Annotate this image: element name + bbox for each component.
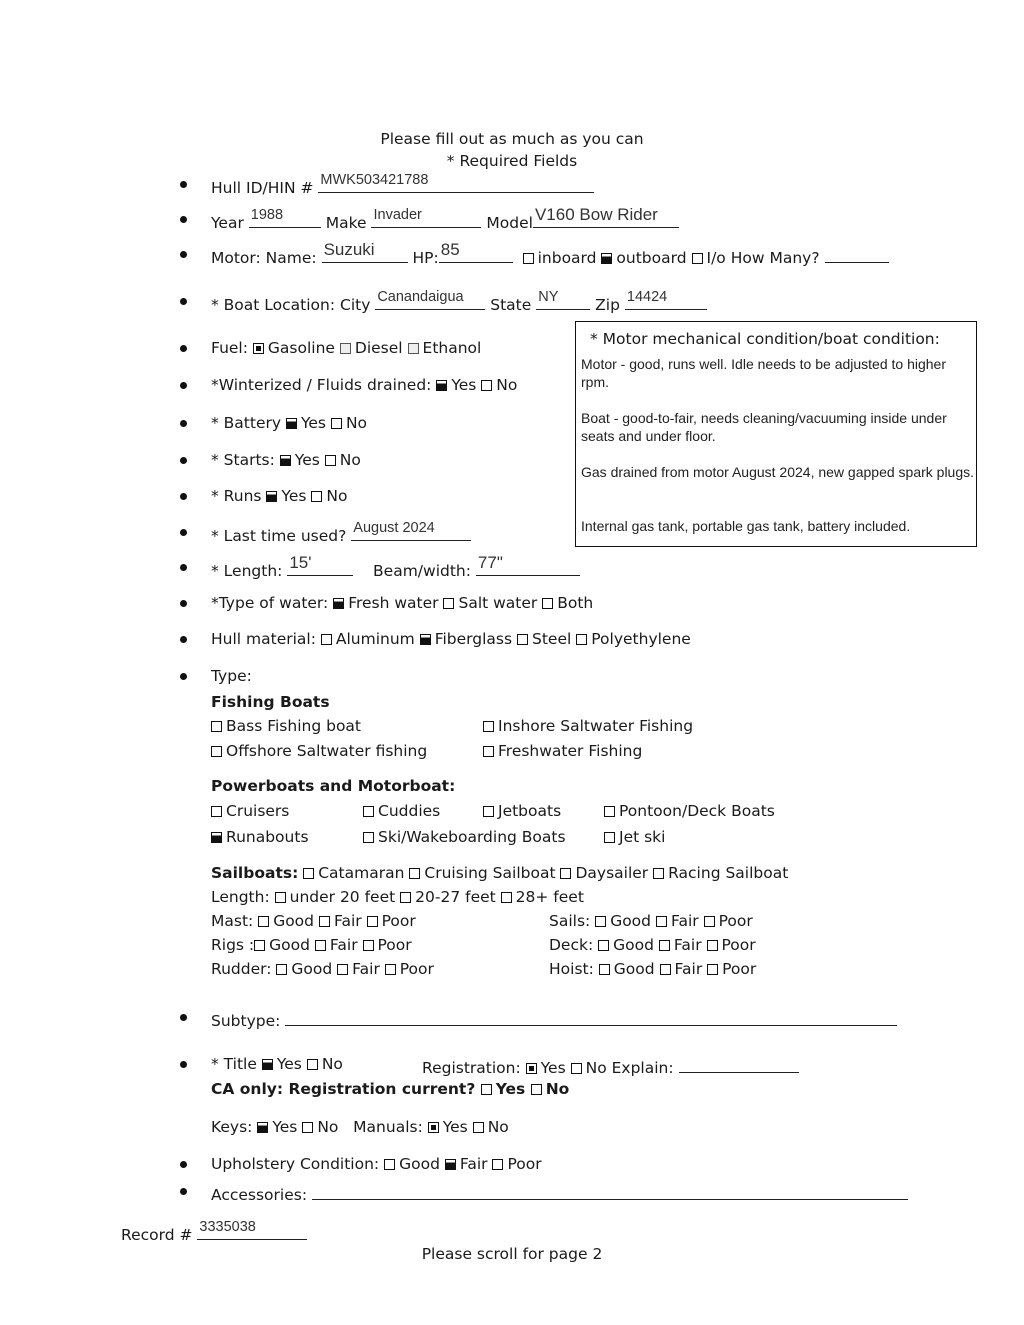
checkbox[interactable] [501,892,512,903]
both-water-checkbox[interactable] [542,598,553,609]
checkbox[interactable] [483,721,494,732]
powerboats-heading: Powerboats and Motorboat: [211,777,456,795]
hoist-row [549,959,756,979]
model-label: Model [486,214,533,232]
keys-yes-label: Yes [272,1118,298,1136]
bullet [180,529,187,536]
starts-no-checkbox[interactable] [325,455,336,466]
checkbox[interactable] [599,964,610,975]
length-field[interactable]: 15' [287,557,353,576]
sail-length-row [211,887,584,907]
last-used-label: * Last time used? [211,527,347,545]
hull-id-row [211,174,594,198]
water-row [211,593,593,613]
manuals-yes-checkbox[interactable] [428,1122,439,1133]
accessories-row [211,1181,908,1205]
cruising-sailboat-checkbox[interactable] [409,868,420,879]
power-option[interactable] [211,827,309,847]
option-label: Cuddies [378,802,441,820]
inboard-label: inboard [537,249,597,267]
checkbox[interactable] [604,806,615,817]
fishing-option[interactable] [483,716,693,736]
starts-yes-checkbox[interactable] [280,455,291,466]
rudder-row [211,959,434,979]
bullet [180,673,187,680]
checkbox[interactable] [363,806,374,817]
header-line-1: Please fill out as much as you can [380,130,644,148]
water-label: *Type of water: [211,594,329,612]
catamaran-checkbox[interactable] [303,868,314,879]
subtype-label: Subtype: [211,1012,281,1030]
checkbox[interactable] [276,964,287,975]
bullet [180,420,187,427]
battery-no-label: No [345,414,368,432]
checkbox[interactable] [604,832,615,843]
keys-manuals-row [211,1117,509,1137]
hull-material-row [211,629,691,649]
checkbox[interactable] [367,916,378,927]
power-option[interactable] [604,827,665,847]
battery-no-checkbox[interactable] [331,418,342,429]
winterized-no-checkbox[interactable] [481,380,492,391]
option-label: Good [291,960,333,978]
winterized-label: *Winterized / Fluids drained: [211,376,432,394]
option-label: Jetboats [498,802,562,820]
option-label: Jet ski [619,828,666,846]
checkbox[interactable] [707,940,718,951]
motor-name-label: Motor: Name: [211,249,317,267]
hp-field[interactable]: 85 [439,244,513,263]
option-label: Cruising Sailboat [424,864,556,882]
upholstery-good-checkbox[interactable] [384,1159,395,1170]
beam-label: Beam/width: [373,562,471,580]
checkbox[interactable] [363,940,374,951]
last-used-row [211,522,471,546]
manuals-label: Manuals: [353,1118,423,1136]
runs-row [211,486,347,506]
sails-row [549,911,753,931]
state-label: State [490,296,532,314]
bullet [180,636,187,643]
accessories-field[interactable] [312,1181,908,1200]
hoist-label: Hoist: [549,960,594,978]
fuel-row [211,338,481,358]
mast-label: Mast: [211,912,254,930]
starts-label: * Starts: [211,451,275,469]
bullet [180,1014,187,1021]
battery-yes-label: Yes [300,414,327,432]
checkbox[interactable] [660,964,671,975]
ca-no-checkbox[interactable] [531,1084,542,1095]
how-many-field[interactable] [825,244,889,263]
title-row [211,1054,343,1074]
registration-label: Registration: [422,1059,521,1077]
keys-yes-checkbox[interactable] [257,1122,268,1133]
checkbox[interactable] [254,940,265,951]
option-label: Fair [329,936,358,954]
ca-no-label: No [545,1080,570,1098]
option-label: Fair [674,960,703,978]
option-label: Fair [333,912,362,930]
outboard-label: outboard [616,249,687,267]
winterized-yes-label: Yes [451,376,477,394]
deck-row [549,935,756,955]
option-label: Poor [381,912,416,930]
condition-notes-title: * Motor mechanical condition/boat condition: [590,330,940,348]
checkbox[interactable] [483,806,494,817]
manuals-yes-label: Yes [442,1118,468,1136]
year-field[interactable]: 1988 [249,209,321,228]
option-label: Ski/Wakeboarding Boats [378,828,566,846]
last-used-field[interactable]: August 2024 [351,522,471,541]
option-label: Fair [670,912,699,930]
ethanol-label: Ethanol [422,339,482,357]
sailboats-heading: Sailboats: [211,864,299,882]
power-option[interactable] [483,801,561,821]
option-label: Fair [352,960,380,978]
checkbox[interactable] [258,916,269,927]
upholstery-fair-checkbox[interactable] [445,1159,456,1170]
hull-id-field[interactable]: MWK503421788 [318,174,594,193]
racing-sailboat-checkbox[interactable] [653,868,664,879]
upholstery-poor-checkbox[interactable] [492,1159,503,1170]
rigs-row [211,935,412,955]
motor-row [211,240,889,268]
ca-yes-label: Yes [495,1080,526,1098]
gasoline-checkbox[interactable] [253,343,264,354]
winterized-no-label: No [496,376,518,394]
power-option[interactable] [363,801,440,821]
option-label: Fair [673,936,702,954]
zip-label: Zip [595,296,620,314]
power-option[interactable] [604,801,775,821]
motor-name-field[interactable]: Suzuki [322,244,408,263]
aluminum-label: Aluminum [335,630,415,648]
option-label: Good [613,936,654,954]
upholstery-fair-label: Fair [459,1155,488,1173]
fishing-heading: Fishing Boats [211,693,330,711]
io-checkbox[interactable] [692,253,703,264]
fiberglass-label: Fiberglass [434,630,513,648]
length-row [211,553,580,581]
mast-row [211,911,416,931]
hull-material-label: Hull material: [211,630,316,648]
fresh-water-checkbox[interactable] [333,598,344,609]
ca-registration-row [211,1079,569,1099]
both-water-label: Both [557,594,594,612]
runs-label: * Runs [211,487,262,505]
hp-label: HP: [412,249,439,267]
diesel-checkbox[interactable] [340,343,351,354]
upholstery-poor-label: Poor [507,1155,542,1173]
option-label: 20-27 feet [415,888,496,906]
scroll-note: Please scroll for page 2 [421,1245,603,1263]
registration-yes-checkbox[interactable] [526,1063,537,1074]
notes-included: Internal gas tank, portable gas tank, battery included. [581,518,911,534]
option-label: Poor [721,936,756,954]
option-label: Poor [377,936,412,954]
city-label: * Boat Location: City [211,296,371,314]
bullet [180,493,187,500]
bullet [180,298,187,305]
record-label: Record # [121,1226,193,1244]
power-option[interactable] [211,801,289,821]
checkbox[interactable] [656,916,667,927]
checkbox[interactable] [385,964,396,975]
title-yes-checkbox[interactable] [262,1059,273,1070]
bullet [180,216,187,223]
title-label: * Title [211,1055,257,1073]
length-label: * Length: [211,562,283,580]
fishing-option[interactable] [211,741,427,761]
manuals-no-checkbox[interactable] [473,1122,484,1133]
checkbox[interactable] [707,964,718,975]
upholstery-good-label: Good [399,1155,440,1173]
option-label: Racing Sailboat [668,864,789,882]
checkbox[interactable] [275,892,286,903]
option-label: Runabouts [226,828,309,846]
io-label: I/o How Many? [706,249,820,267]
option-label: Daysailer [575,864,649,882]
option-label: Cruisers [226,802,290,820]
rudder-label: Rudder: [211,960,272,978]
checkbox[interactable] [483,746,494,757]
registration-row [422,1054,799,1078]
notes-motor: Motor - good, runs well. Idle needs to be adjusted to higher rpm. [581,356,946,390]
option-label: Poor [722,960,757,978]
option-label: Pontoon/Deck Boats [619,802,775,820]
sailboats-row [211,863,788,883]
option-label: Catamaran [318,864,405,882]
checkbox[interactable] [595,916,606,927]
notes-boat: Boat - good-to-fair, needs cleaning/vacuuming inside under seats and under floor. [581,410,947,444]
keys-no-label: No [317,1118,339,1136]
fresh-water-label: Fresh water [348,594,439,612]
checkbox[interactable] [598,940,609,951]
title-yes-label: Yes [276,1055,302,1073]
checkbox[interactable] [211,746,222,757]
option-label: Bass Fishing boat [226,717,361,735]
option-label: Freshwater Fishing [498,742,643,760]
location-row [211,291,707,315]
battery-label: * Battery [211,414,282,432]
deck-label: Deck: [549,936,594,954]
keys-no-checkbox[interactable] [302,1122,313,1133]
upholstery-label: Upholstery Condition: [211,1155,380,1173]
checkbox[interactable] [211,806,222,817]
checkbox[interactable] [400,892,411,903]
zip-field[interactable]: 14424 [625,291,707,310]
year-label: Year [211,214,244,232]
steel-label: Steel [532,630,572,648]
ca-yes-checkbox[interactable] [481,1084,492,1095]
power-option[interactable] [363,827,566,847]
runs-no-checkbox[interactable] [311,491,322,502]
bullet [180,251,187,258]
salt-water-label: Salt water [458,594,538,612]
required-fields-note: * Required Fields [446,152,578,170]
option-label: Good [610,912,652,930]
subtype-row [211,1007,897,1031]
record-row [121,1221,307,1245]
explain-field[interactable] [679,1054,799,1073]
bullet [180,1161,187,1168]
option-label: Offshore Saltwater fishing [226,742,428,760]
city-field[interactable]: Canandaigua [375,291,485,310]
aluminum-checkbox[interactable] [321,634,332,645]
runs-yes-label: Yes [281,487,307,505]
option-label: under 20 feet [289,888,396,906]
hull-id-label: Hull ID/HIN # [211,179,314,197]
starts-row [211,450,361,470]
option-label: Poor [399,960,434,978]
make-label: Make [325,214,367,232]
salt-water-checkbox[interactable] [443,598,454,609]
bullet [180,564,187,571]
fishing-option[interactable] [211,716,361,736]
checkbox[interactable] [315,940,326,951]
registration-no-label: No Explain: [585,1059,674,1077]
bullet [180,382,187,389]
ca-registration-label: CA only: Registration current? [211,1080,476,1098]
checkbox[interactable] [211,721,222,732]
winterized-row [211,375,517,395]
make-field[interactable]: Invader [371,209,481,228]
sails-label: Sails: [549,912,591,930]
bullet [180,457,187,464]
accessories-label: Accessories: [211,1186,308,1204]
manuals-no-label: No [487,1118,509,1136]
fuel-label: Fuel: [211,339,248,357]
option-label: Poor [718,912,753,930]
option-label: Good [273,912,315,930]
checkbox[interactable] [319,916,330,927]
registration-yes-label: Yes [540,1059,566,1077]
keys-label: Keys: [211,1118,253,1136]
rigs-label: Rigs : [211,936,255,954]
polyethylene-checkbox[interactable] [576,634,587,645]
condition-notes-box[interactable] [575,321,977,547]
inboard-checkbox[interactable] [523,253,534,264]
option-label: Good [613,960,655,978]
option-label: Good [269,936,310,954]
checkbox[interactable] [363,832,374,843]
starts-no-label: No [339,451,361,469]
checkbox[interactable] [659,940,670,951]
option-label: Inshore Saltwater Fishing [498,717,694,735]
steel-checkbox[interactable] [517,634,528,645]
fiberglass-checkbox[interactable] [420,634,431,645]
checkbox[interactable] [337,964,348,975]
year-make-model-row [211,205,679,233]
diesel-label: Diesel [354,339,403,357]
gasoline-label: Gasoline [267,339,335,357]
fishing-option[interactable] [483,741,642,761]
bullet [180,345,187,352]
option-label: 28+ feet [515,888,584,906]
battery-yes-checkbox[interactable] [286,418,297,429]
polyethylene-label: Polyethylene [591,630,691,648]
battery-row [211,413,367,433]
ethanol-checkbox[interactable] [408,343,419,354]
winterized-yes-checkbox[interactable] [436,380,447,391]
upholstery-row [211,1154,542,1174]
model-field[interactable]: V160 Bow Rider [533,209,679,228]
bullet [180,1061,187,1068]
checkbox[interactable] [211,832,222,843]
beam-field[interactable]: 77" [476,557,580,576]
starts-yes-label: Yes [294,451,320,469]
subtype-field[interactable] [285,1007,897,1026]
outboard-checkbox[interactable] [601,253,612,264]
bullet [180,600,187,607]
bullet [180,181,187,188]
title-no-checkbox[interactable] [307,1059,318,1070]
runs-yes-checkbox[interactable] [266,491,277,502]
record-field[interactable]: 3335038 [197,1221,307,1240]
sail-length-label: Length: [211,888,270,906]
daysailer-checkbox[interactable] [560,868,571,879]
bullet [180,1188,187,1195]
registration-no-checkbox[interactable] [571,1063,582,1074]
checkbox[interactable] [704,916,715,927]
title-no-label: No [321,1055,343,1073]
notes-gas: Gas drained from motor August 2024, new gapped spark plugs. [581,464,975,480]
type-label: Type: [211,667,252,685]
runs-no-label: No [326,487,348,505]
state-field[interactable]: NY [536,291,590,310]
